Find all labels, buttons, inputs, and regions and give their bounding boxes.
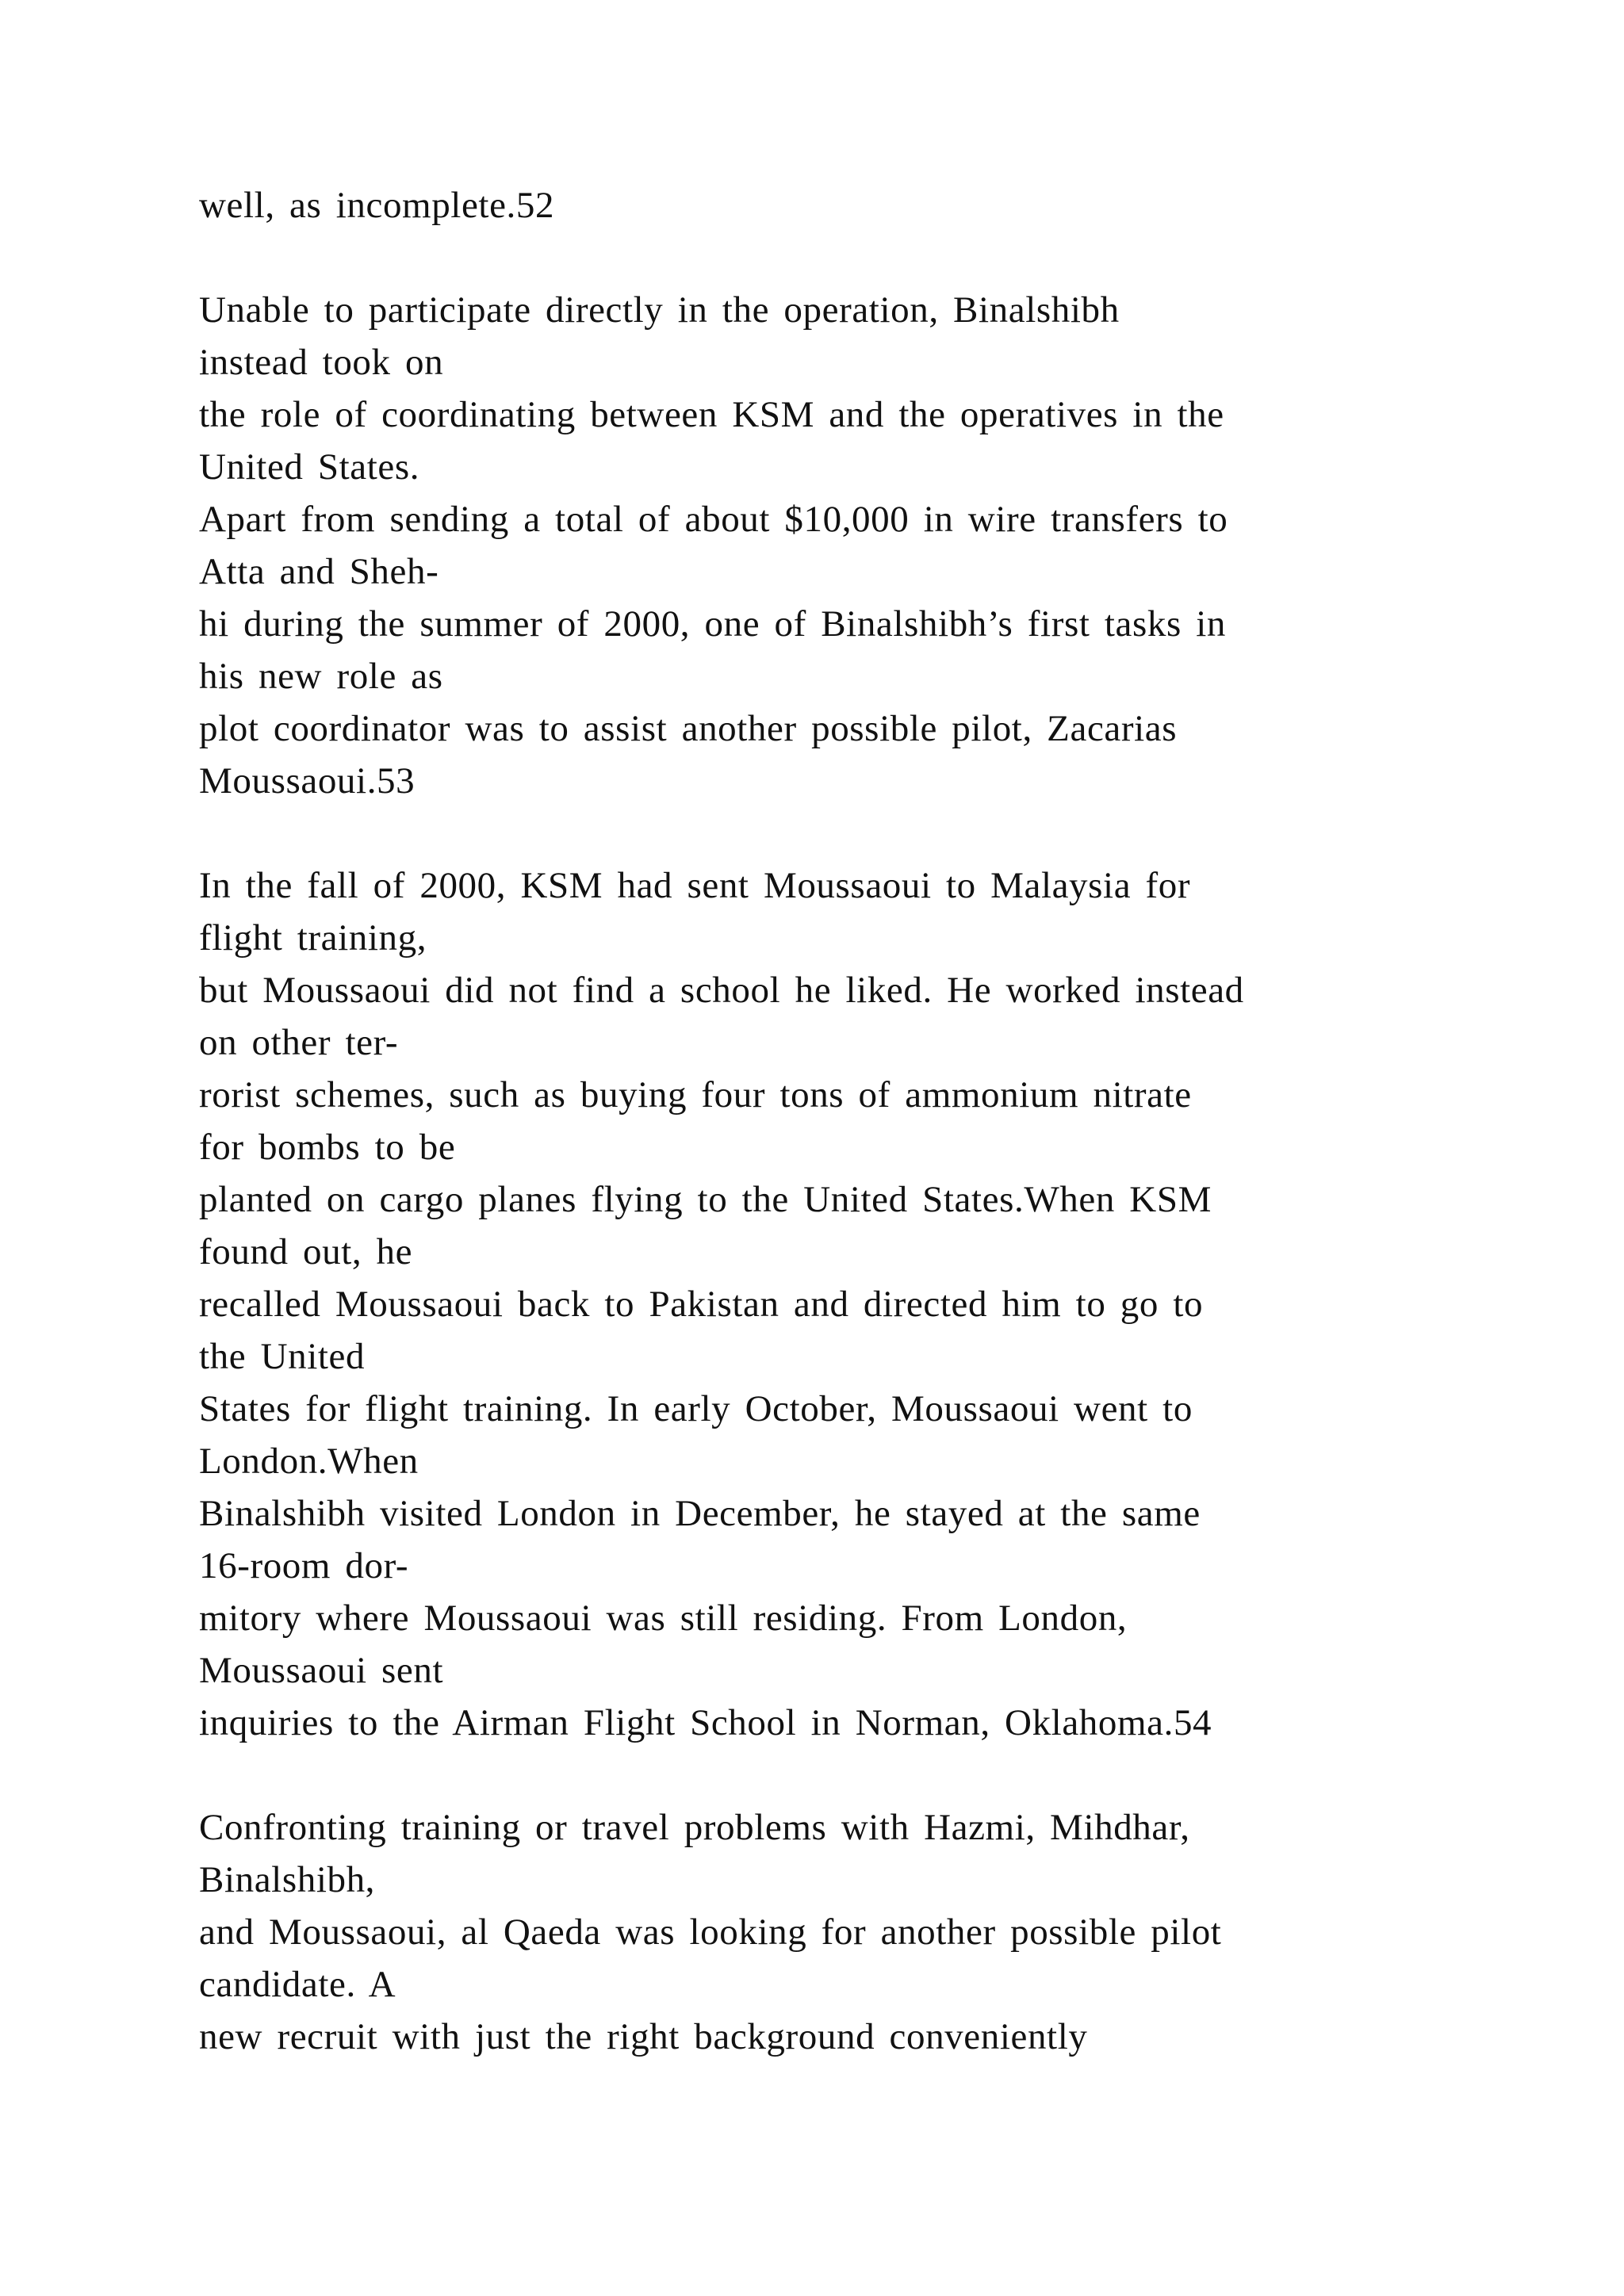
document-page [199, 179, 1468, 2063]
text-line: Binalshibh visited London in December, he stayed at the same [199, 1493, 1201, 1534]
text-line: well, as incomplete.52 [199, 185, 555, 226]
text-line: but Moussaoui did not find a school he liked. He worked instead [199, 970, 1244, 1011]
text-line: London.When [199, 1441, 419, 1482]
text-line: inquiries to the Airman Flight School in Norman, Oklahoma.54 [199, 1702, 1212, 1743]
paragraph [199, 284, 1468, 807]
text-line: rorist schemes, such as buying four tons of ammonium nitrate [199, 1074, 1192, 1115]
text-line: Apart from sending a total of about $10,000 in wire transfers to [199, 499, 1228, 540]
text-line: Binalshibh, [199, 1859, 376, 1900]
text-line: hi during the summer of 2000, one of Binalshibh’s first tasks in [199, 603, 1226, 645]
text-line: the role of coordinating between KSM and the operatives in the [199, 394, 1224, 435]
paragraph-gap [199, 807, 1468, 859]
text-line: planted on cargo planes flying to the United States.When KSM [199, 1179, 1212, 1220]
text-line: Moussaoui.53 [199, 760, 416, 802]
paragraph [199, 179, 1468, 232]
text-line: instead took on [199, 342, 444, 383]
text-line: United States. [199, 446, 420, 488]
text-line: mitory where Moussaoui was still residing. From London, [199, 1598, 1128, 1639]
text-line: flight training, [199, 917, 427, 959]
text-line: Moussaoui sent [199, 1650, 444, 1691]
text-line: candidate. A [199, 1964, 396, 2005]
text-line: In the fall of 2000, KSM had sent Moussaoui to Malaysia for [199, 865, 1191, 906]
text-line: on other ter- [199, 1022, 399, 1063]
text-line: States for flight training. In early October, Moussaoui went to [199, 1388, 1193, 1429]
paragraph [199, 1801, 1468, 2063]
text-line: Confronting training or travel problems with Hazmi, Mihdhar, [199, 1807, 1190, 1848]
text-line: recalled Moussaoui back to Pakistan and directed him to go to [199, 1284, 1204, 1325]
paragraph [199, 859, 1468, 1749]
text-line: 16-room dor- [199, 1545, 409, 1586]
paragraph-gap [199, 1749, 1468, 1801]
text-line: and Moussaoui, al Qaeda was looking for another possible pilot [199, 1911, 1222, 1953]
paragraph-gap [199, 232, 1468, 284]
text-line: his new role as [199, 656, 443, 697]
text-line: Atta and Sheh- [199, 551, 439, 592]
text-line: the United [199, 1336, 366, 1377]
text-line: plot coordinator was to assist another possible pilot, Zacarias [199, 708, 1178, 749]
text-line: found out, he [199, 1231, 413, 1272]
text-line: new recruit with just the right background conveniently [199, 2016, 1088, 2057]
text-line: Unable to participate directly in the operation, Binalshibh [199, 289, 1120, 331]
text-line: for bombs to be [199, 1127, 456, 1168]
